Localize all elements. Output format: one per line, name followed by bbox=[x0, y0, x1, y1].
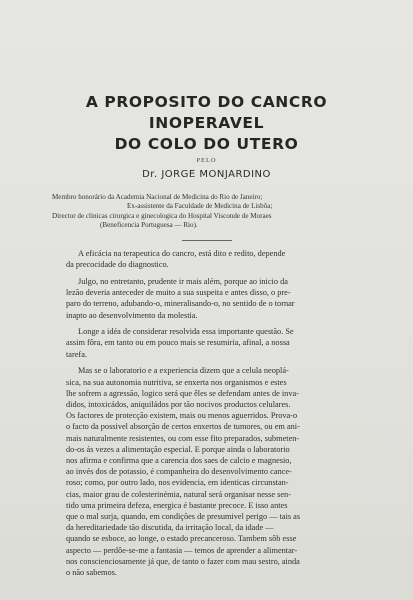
text-line: A eficácia na terapeutica do cancro, está dito e redito, depende bbox=[78, 249, 286, 258]
author-credentials bbox=[52, 193, 382, 231]
text-line: assim fôra, em tanto ou em pouco mais se resumiria, afinal, a nossa bbox=[66, 338, 290, 348]
text-line: inapto ao desenvolvimento da molestia. bbox=[66, 310, 198, 320]
paragraph bbox=[66, 248, 366, 270]
credential-line: Membro honorário da Academia Nacional de Medicina do Rio de Janeiro; bbox=[52, 193, 263, 201]
credential-line: Director de clinicas cirurgica e ginecologica do Hospital Visconde de Moraes bbox=[52, 211, 272, 220]
text-line: tarefa. bbox=[66, 349, 87, 359]
text-line: da precocidade do diagnostico. bbox=[66, 260, 169, 270]
title-line: INOPERAVEL bbox=[148, 114, 265, 132]
author-name: Dr. JORGE MONJARDINO bbox=[142, 169, 271, 180]
article-title bbox=[40, 92, 373, 155]
section-divider bbox=[182, 240, 232, 241]
title-line: A PROPOSITO DO CANCRO bbox=[85, 93, 328, 111]
text-line: que o mal surja, quando, em condições de presumivel perigo — tais as bbox=[66, 511, 301, 521]
credential-line: Ex-assistente da Faculdade de Medicina de Lisbôa; bbox=[127, 202, 273, 211]
text-line: cias, maior grau de colesterinémia, natural será organisar nesse sen- bbox=[66, 489, 291, 499]
text-line: nos conscienciosamente já que, de tanto o fazer com mau sestro, ainda bbox=[66, 556, 300, 566]
paragraph bbox=[66, 365, 366, 578]
text-line: roso; como, por outro lado, nos evidencia, em identicas circunstan- bbox=[66, 478, 289, 488]
text-line: quando se esboce, ao longe, o estado precanceroso. Tambem sôb esse bbox=[66, 534, 297, 544]
text-line: da hereditariedade tão discutida, da irritação local, da idade — bbox=[66, 523, 274, 533]
title-line: DO COLO DO UTERO bbox=[114, 135, 299, 153]
text-line: lhe sofrem a agressão, logico será que êles se defendam antes de inva- bbox=[66, 388, 299, 398]
text-line: Os factores de protecção existem, mais ou menos aguerridos. Prova-o bbox=[66, 411, 298, 421]
text-line: o não sabemos. bbox=[66, 567, 117, 577]
byline-prefix: PELO bbox=[196, 157, 217, 164]
text-line: mais naturalmente resistentes, ou com esse fito preparados, submeten- bbox=[66, 433, 300, 443]
text-line: didos, intoxicádos, aniquiládos por tão nocivos productos celulares. bbox=[66, 399, 291, 409]
text-line: do-os ás vezes a alimentação especial. E porque ainda o laboratorio bbox=[66, 444, 290, 454]
article-body bbox=[66, 248, 366, 584]
paragraph bbox=[66, 276, 366, 321]
text-line: tido uma primeira defeza, energica é bastante precoce. E isso antes bbox=[66, 500, 288, 510]
text-line: Julgo, no entretanto, prudente ir mais além, porque ao inicio da bbox=[78, 276, 288, 286]
paragraph bbox=[66, 326, 366, 360]
text-line: ao invés dos de potassio, é companheira do desenvolvimento cance- bbox=[66, 467, 292, 477]
credential-line: (Beneficencia Portuguesa — Rio). bbox=[100, 221, 198, 230]
text-line: lezão deveria anteceder de muito a sua suspeita e antes disso, o pre- bbox=[66, 288, 291, 298]
text-line: nos afirma e confirma que a carencia dos saes de calcio e magnesio, bbox=[66, 455, 292, 465]
text-line: o facto da possivel absorção de certos enxertos de tumores, ou em ani- bbox=[66, 422, 300, 432]
text-line: Mas se o laboratorio e a experiencia dizem que a celula neoplá- bbox=[78, 366, 289, 376]
text-line: aspecto — perdôe-se-me a fantasia — temos de aprender a alimentar- bbox=[66, 545, 298, 555]
text-line: sica, na sua autonomia nutritiva, se enxerta nos organismos e estes bbox=[66, 377, 287, 387]
text-line: Longe a idéa de considerar resolvida essa importante questão. Se bbox=[78, 327, 294, 337]
text-line: paro do terreno, adubando-o, mineralisando-o, no sentido de o tornar bbox=[66, 299, 295, 309]
